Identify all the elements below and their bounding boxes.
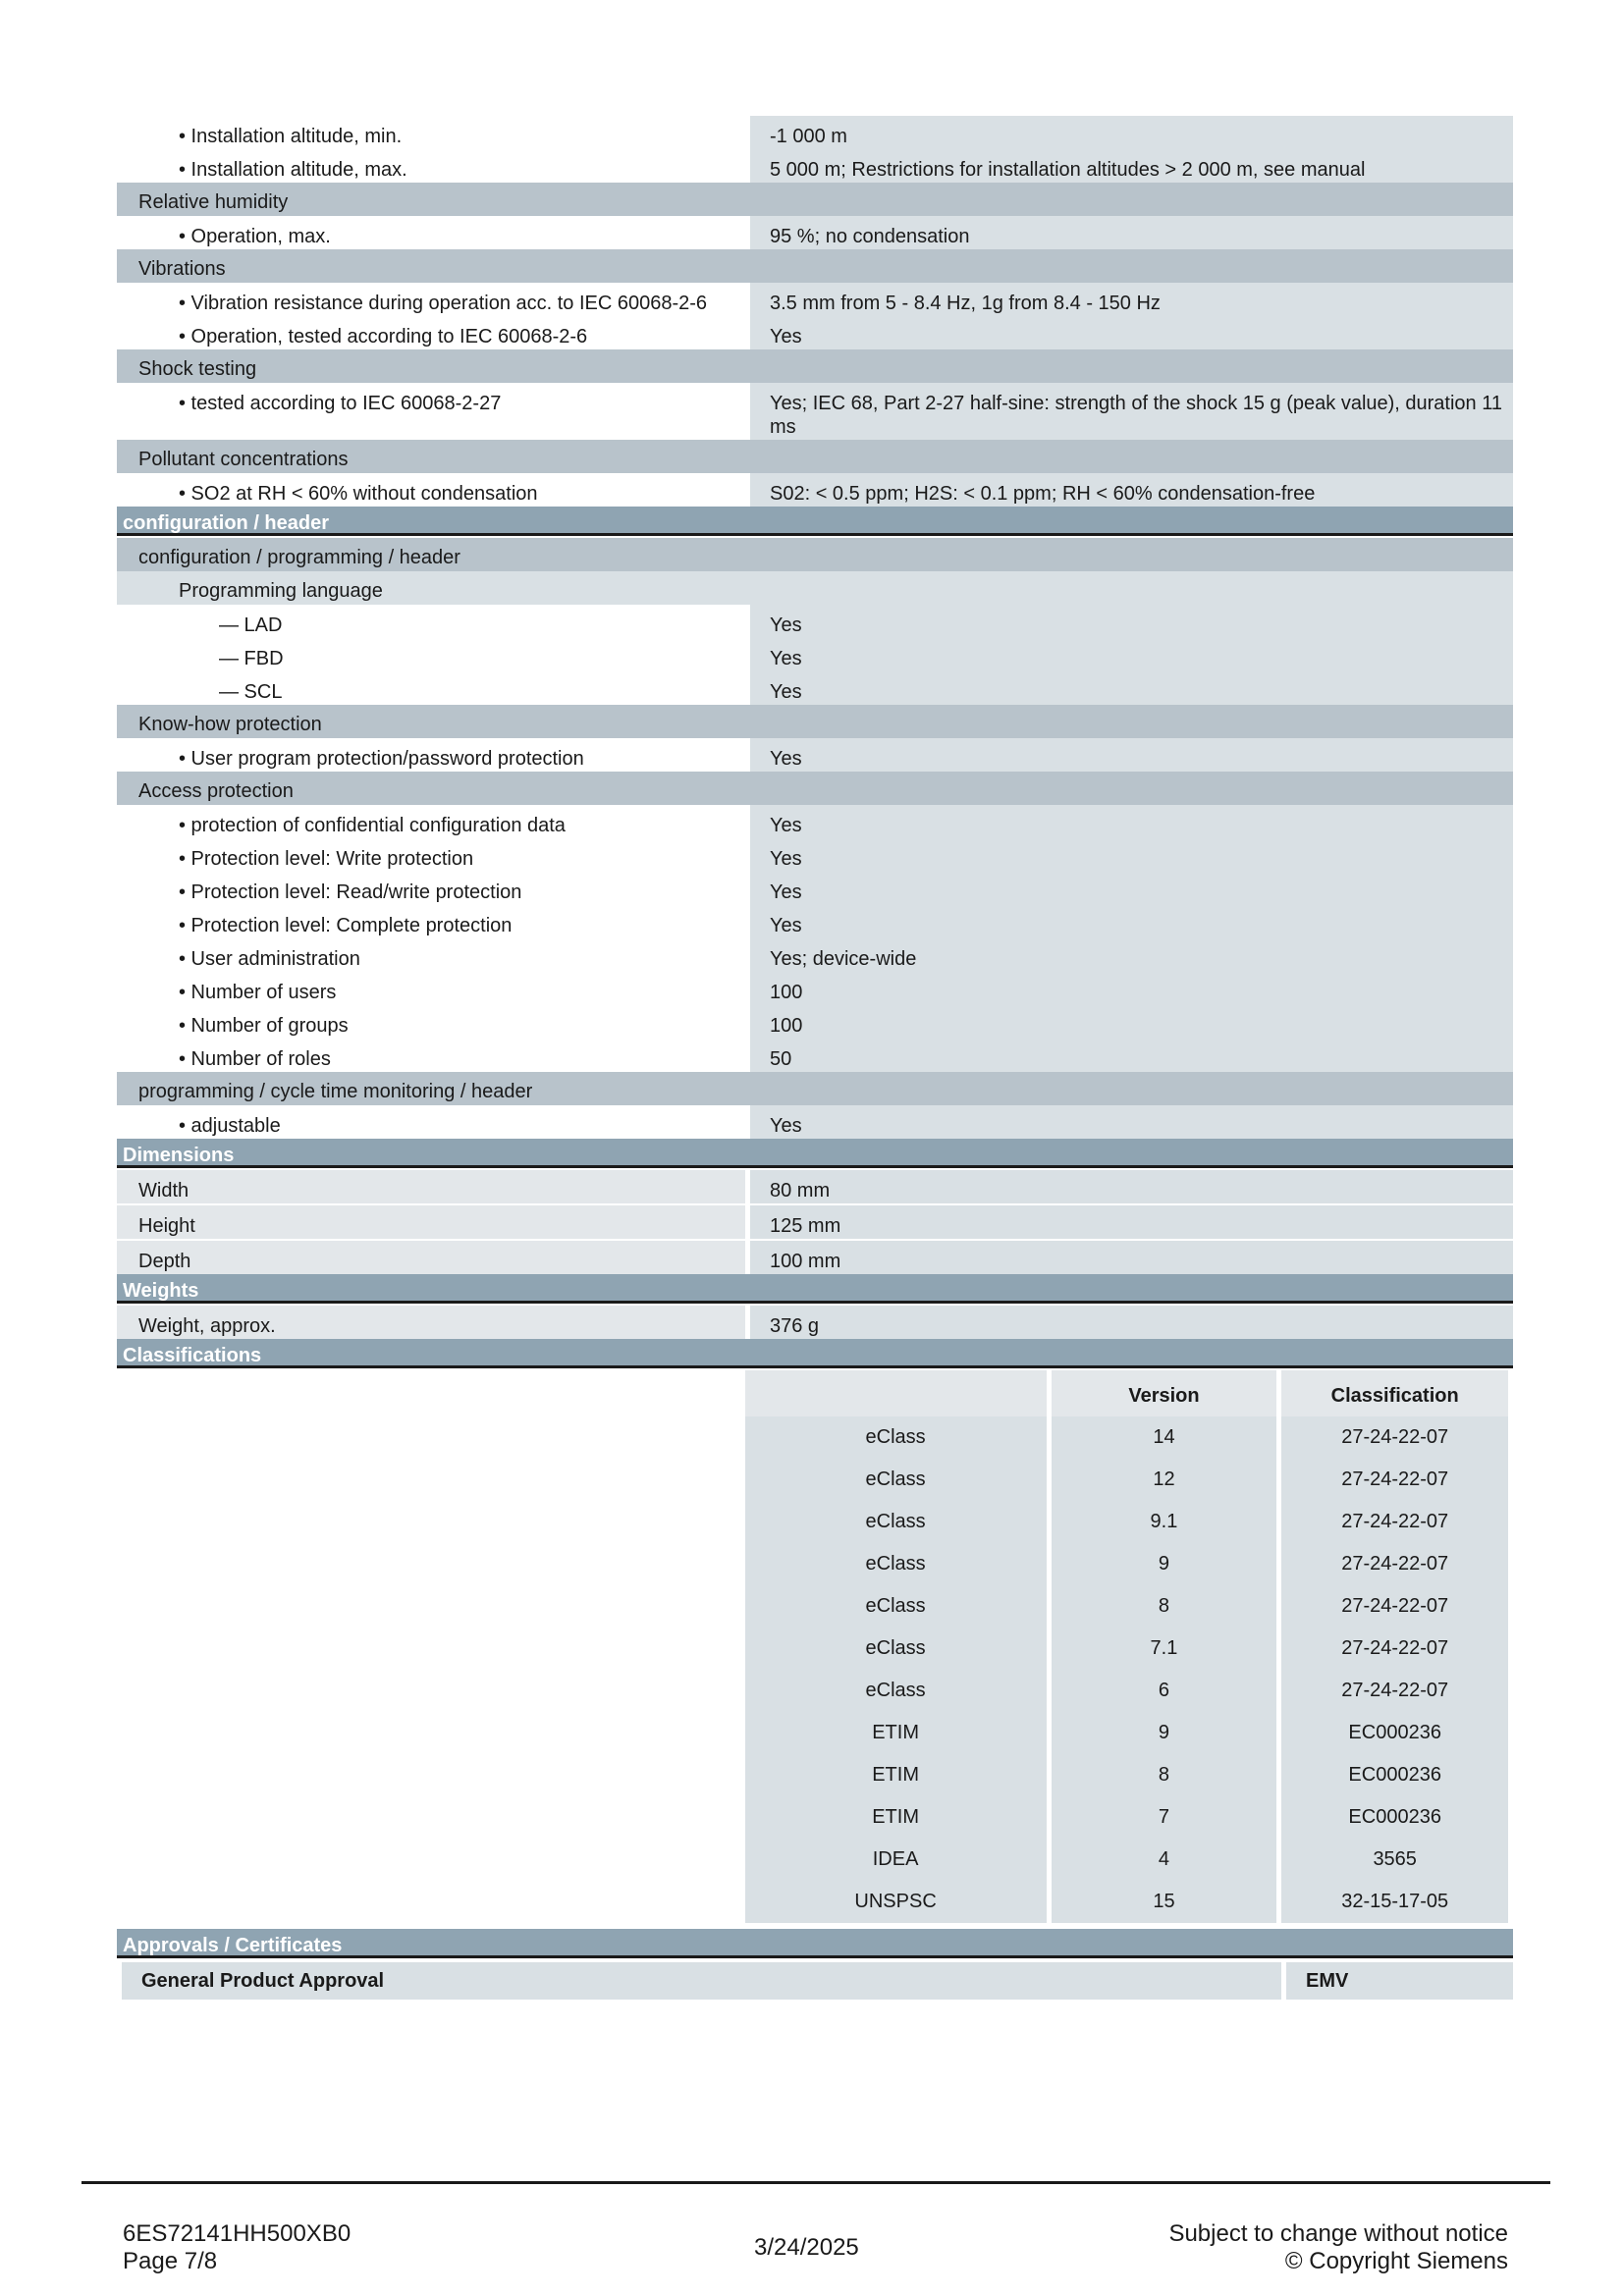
spec-row (117, 316, 1513, 349)
spec-label: • Operation, tested according to IEC 60068-2-6 (117, 316, 745, 349)
general-product-approval: General Product Approval (122, 1962, 1281, 2000)
classification-system: eClass (745, 1585, 1047, 1628)
page-number: Page 7/8 (123, 2248, 218, 2274)
classification-version: 7 (1052, 1796, 1277, 1839)
spec-row (117, 1005, 1513, 1039)
footer-right (1168, 2220, 1508, 2275)
spec-value: 100 mm (750, 1241, 1513, 1274)
classification-system: eClass (745, 1628, 1047, 1670)
classification-system: eClass (745, 1543, 1047, 1585)
spec-label: • tested according to IEC 60068-2-27 (117, 383, 745, 440)
classification-version: 8 (1052, 1585, 1277, 1628)
dimension-rows (117, 1170, 1513, 1274)
spec-value: S02: < 0.5 ppm; H2S: < 0.1 ppm; RH < 60% condensation-free (750, 473, 1513, 507)
spec-value: 5 000 m; Restrictions for installation altitudes > 2 000 m, see manual (750, 149, 1513, 183)
change-notice: Subject to change without notice (1168, 2220, 1508, 2247)
spec-row (117, 838, 1513, 872)
spec-value: Yes (750, 605, 1513, 638)
classification-system: IDEA (745, 1839, 1047, 1881)
spec-row (117, 872, 1513, 905)
classification-code: 27-24-22-07 (1281, 1416, 1508, 1459)
pollutant-header: Pollutant concentrations (117, 440, 1513, 473)
classification-table (740, 1370, 1513, 1923)
spec-value: Yes (750, 316, 1513, 349)
classification-code: 32-15-17-05 (1281, 1881, 1508, 1923)
classification-row (745, 1670, 1508, 1712)
spec-row (117, 283, 1513, 316)
humidity-header: Relative humidity (117, 183, 1513, 216)
spec-row (117, 216, 1513, 249)
spec-label: Weight, approx. (117, 1306, 745, 1339)
classification-system: ETIM (745, 1754, 1047, 1796)
classification-version: 15 (1052, 1881, 1277, 1923)
spec-label: • User program protection/password protection (117, 738, 745, 772)
spec-row (117, 383, 1513, 440)
classification-version: 8 (1052, 1754, 1277, 1796)
spec-value: 95 %; no condensation (750, 216, 1513, 249)
spec-label: • Operation, max. (117, 216, 745, 249)
environment-rows (117, 116, 1513, 183)
spec-value: Yes (750, 905, 1513, 938)
spec-row (117, 1105, 1513, 1139)
spec-row (117, 671, 1513, 705)
classification-code: 27-24-22-07 (1281, 1585, 1508, 1628)
spec-label: • Number of roles (117, 1039, 745, 1072)
spec-row (117, 1170, 1513, 1203)
classification-version: 7.1 (1052, 1628, 1277, 1670)
programming-language-header: Programming language (117, 571, 1513, 605)
emv-approval: EMV (1286, 1962, 1513, 2000)
spec-label: • Protection level: Read/write protection (117, 872, 745, 905)
classification-code: 27-24-22-07 (1281, 1543, 1508, 1585)
spec-label: • Installation altitude, min. (117, 116, 745, 149)
spec-label: • Installation altitude, max. (117, 149, 745, 183)
language-rows (117, 605, 1513, 705)
classification-system: ETIM (745, 1712, 1047, 1754)
spec-row (117, 116, 1513, 149)
spec-value: 3.5 mm from 5 - 8.4 Hz, 1g from 8.4 - 150 Hz (750, 283, 1513, 316)
spec-row (117, 473, 1513, 507)
spec-value: Yes; IEC 68, Part 2-27 half-sine: strength of the shock 15 g (peak value), duration 11 ms (750, 383, 1513, 440)
shock-rows (117, 383, 1513, 440)
classification-system: eClass (745, 1459, 1047, 1501)
spec-row (117, 1039, 1513, 1072)
spec-value: Yes (750, 872, 1513, 905)
knowhow-rows (117, 738, 1513, 772)
spec-label: • Protection level: Write protection (117, 838, 745, 872)
spec-row (117, 638, 1513, 671)
classification-table-wrap (117, 1370, 1513, 1923)
classification-row (745, 1585, 1508, 1628)
spec-label: • protection of confidential configuration data (117, 805, 745, 838)
classification-code: 27-24-22-07 (1281, 1459, 1508, 1501)
classification-row (745, 1796, 1508, 1839)
classification-system: eClass (745, 1670, 1047, 1712)
spec-value: Yes; device-wide (750, 938, 1513, 972)
classification-row (745, 1839, 1508, 1881)
part-number: 6ES72141HH500XB0 (123, 2220, 352, 2247)
spec-label: Width (117, 1170, 745, 1203)
footer-date: 3/24/2025 (754, 2234, 859, 2261)
footer-left (123, 2220, 351, 2275)
classification-system: eClass (745, 1501, 1047, 1543)
spec-value: Yes (750, 1105, 1513, 1139)
classification-version: 14 (1052, 1416, 1277, 1459)
spec-label: Depth (117, 1241, 745, 1274)
spec-value: Yes (750, 671, 1513, 705)
classification-row (745, 1543, 1508, 1585)
classification-code: 27-24-22-07 (1281, 1670, 1508, 1712)
configuration-programming-header: configuration / programming / header (117, 538, 1513, 571)
classification-row (745, 1416, 1508, 1459)
classification-version: 9 (1052, 1712, 1277, 1754)
spec-row (117, 938, 1513, 972)
weights-section: Weights (117, 1274, 1513, 1304)
spec-label: • Vibration resistance during operation acc. to IEC 60068-2-6 (117, 283, 745, 316)
approvals-section: Approvals / Certificates (117, 1929, 1513, 1958)
classification-version: 9 (1052, 1543, 1277, 1585)
spec-value: 80 mm (750, 1170, 1513, 1203)
spec-label: — LAD (117, 605, 745, 638)
classification-row (745, 1459, 1508, 1501)
spec-row (117, 905, 1513, 938)
spec-label: — FBD (117, 638, 745, 671)
spec-label: • Number of groups (117, 1005, 745, 1039)
spec-row (117, 1306, 1513, 1339)
classification-system: eClass (745, 1416, 1047, 1459)
configuration-section: configuration / header (117, 507, 1513, 536)
spec-row (117, 1239, 1513, 1274)
access-rows (117, 805, 1513, 1072)
dimensions-section: Dimensions (117, 1139, 1513, 1168)
spec-value: Yes (750, 838, 1513, 872)
spec-label: • adjustable (117, 1105, 745, 1139)
classification-header-system (745, 1370, 1047, 1416)
spec-value: 125 mm (750, 1205, 1513, 1239)
spec-value: 100 (750, 972, 1513, 1005)
spec-value: -1 000 m (750, 116, 1513, 149)
classification-code: 27-24-22-07 (1281, 1628, 1508, 1670)
classification-code: EC000236 (1281, 1712, 1508, 1754)
copyright: © Copyright Siemens (1284, 2248, 1508, 2274)
cycle-rows (117, 1105, 1513, 1139)
spec-label: • User administration (117, 938, 745, 972)
classification-system: UNSPSC (745, 1881, 1047, 1923)
humidity-rows (117, 216, 1513, 249)
spec-value: Yes (750, 805, 1513, 838)
spec-row (117, 1203, 1513, 1239)
classification-version: 4 (1052, 1839, 1277, 1881)
classification-code: EC000236 (1281, 1796, 1508, 1839)
spec-label: Height (117, 1205, 745, 1239)
classification-code: 3565 (1281, 1839, 1508, 1881)
spec-value: Yes (750, 738, 1513, 772)
weight-rows (117, 1306, 1513, 1339)
spec-row (117, 605, 1513, 638)
classification-header-version: Version (1052, 1370, 1277, 1416)
spec-row (117, 805, 1513, 838)
vibration-rows (117, 283, 1513, 349)
vibrations-header: Vibrations (117, 249, 1513, 283)
classification-header-row (745, 1370, 1508, 1416)
spec-row (117, 149, 1513, 183)
classifications-section: Classifications (117, 1339, 1513, 1368)
classification-version: 9.1 (1052, 1501, 1277, 1543)
classification-row (745, 1712, 1508, 1754)
classification-row (745, 1881, 1508, 1923)
pollutant-rows (117, 473, 1513, 507)
spec-value: 50 (750, 1039, 1513, 1072)
classification-row (745, 1754, 1508, 1796)
spec-value: 376 g (750, 1306, 1513, 1339)
spec-label: • Number of users (117, 972, 745, 1005)
spec-row (117, 972, 1513, 1005)
access-header: Access protection (117, 772, 1513, 805)
spec-label: — SCL (117, 671, 745, 705)
classification-system: ETIM (745, 1796, 1047, 1839)
cycle-header: programming / cycle time monitoring / header (117, 1072, 1513, 1105)
approvals-row (122, 1962, 1513, 2000)
classification-version: 6 (1052, 1670, 1277, 1712)
classification-row (745, 1628, 1508, 1670)
spec-value: 100 (750, 1005, 1513, 1039)
datasheet (117, 116, 1513, 2000)
knowhow-header: Know-how protection (117, 705, 1513, 738)
classification-code: EC000236 (1281, 1754, 1508, 1796)
classification-header-classification: Classification (1281, 1370, 1508, 1416)
classification-row (745, 1501, 1508, 1543)
classification-code: 27-24-22-07 (1281, 1501, 1508, 1543)
spec-value: Yes (750, 638, 1513, 671)
classification-version: 12 (1052, 1459, 1277, 1501)
spec-label: • SO2 at RH < 60% without condensation (117, 473, 745, 507)
footer-divider (81, 2181, 1550, 2184)
shock-header: Shock testing (117, 349, 1513, 383)
spec-label: • Protection level: Complete protection (117, 905, 745, 938)
spec-row (117, 738, 1513, 772)
